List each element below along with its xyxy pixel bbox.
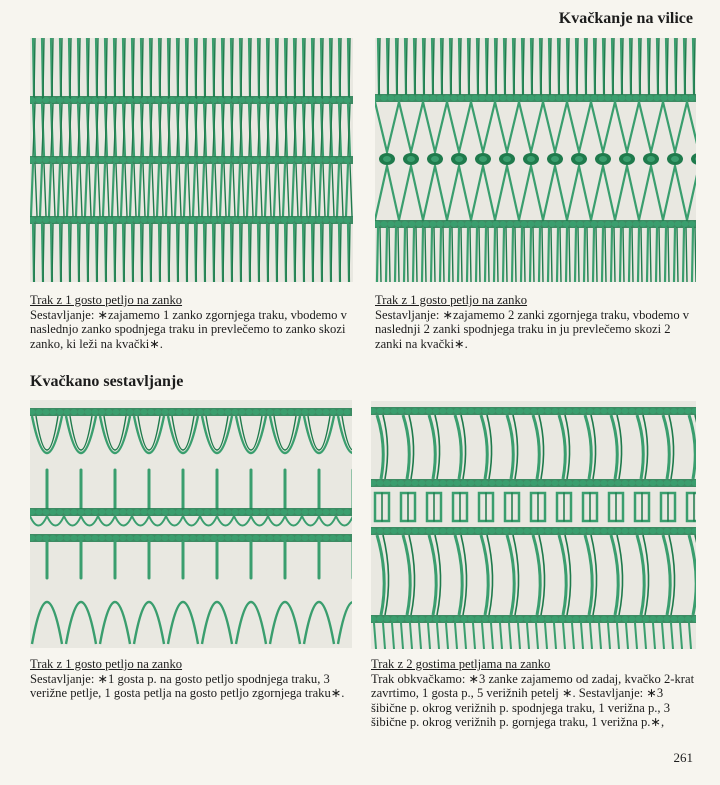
caption-2 bbox=[375, 293, 695, 351]
caption-4-title: Trak z 2 gostima petljama na zanko bbox=[371, 657, 551, 671]
caption-3-text: Sestavljanje: ∗1 gosta p. na gosto petljo spodnjega traku, 3 verižne petlje, 1 gosta petlja na gosto petljo zgornjega traku∗. bbox=[30, 671, 345, 700]
section-title: Kvačkano sestavljanje bbox=[30, 373, 184, 390]
caption-3 bbox=[30, 657, 360, 701]
crochet-photo-2 bbox=[375, 38, 696, 282]
crochet-photo-4 bbox=[371, 401, 696, 649]
crochet-photo-1 bbox=[30, 38, 353, 282]
caption-2-text: Sestavljanje: ∗zajamemo 2 zanki zgornjega traku, vbodemo v naslednji 2 zanki spodnjega traku in ju prevlečemo skozi 2 zanki na kvački∗. bbox=[375, 307, 690, 351]
caption-1-text: Sestavljanje: ∗zajamemo 1 zanko zgornjega traku, vbodemo v naslednjo zanko spodnjega traku in prevlečemo to zanko skozi zanko, ki leži na kvački∗. bbox=[30, 307, 347, 351]
crochet-photo-4-illustration bbox=[371, 401, 696, 649]
caption-3-title: Trak z 1 gosto petljo na zanko bbox=[30, 657, 183, 671]
caption-1-title: Trak z 1 gosto petljo na zanko bbox=[30, 293, 183, 307]
page-header-title: Kvačkanje na vilice bbox=[558, 10, 693, 27]
crochet-photo-2-illustration bbox=[375, 38, 696, 282]
page-number: 261 bbox=[673, 750, 693, 765]
crochet-photo-3 bbox=[30, 400, 352, 648]
crochet-photo-3-illustration bbox=[30, 400, 352, 648]
caption-1 bbox=[30, 293, 350, 351]
caption-2-title: Trak z 1 gosto petljo na zanko bbox=[375, 293, 528, 307]
caption-4-text: Trak obkvačkamo: ∗3 zanke zajamemo od zadaj, kvačko 2-krat zavrtimo, 1 gosta p., 5 verižnih petelj ∗. Sestavljanje: ∗3 šibične p. okrog verižnih p. spodnjega traku, 1 verižna p., 3 šibične p. okrog verižnih p. gornjega traku, 1 verižna p.∗, bbox=[371, 671, 695, 729]
crochet-photo-1-illustration bbox=[30, 38, 353, 282]
caption-4 bbox=[371, 657, 701, 730]
